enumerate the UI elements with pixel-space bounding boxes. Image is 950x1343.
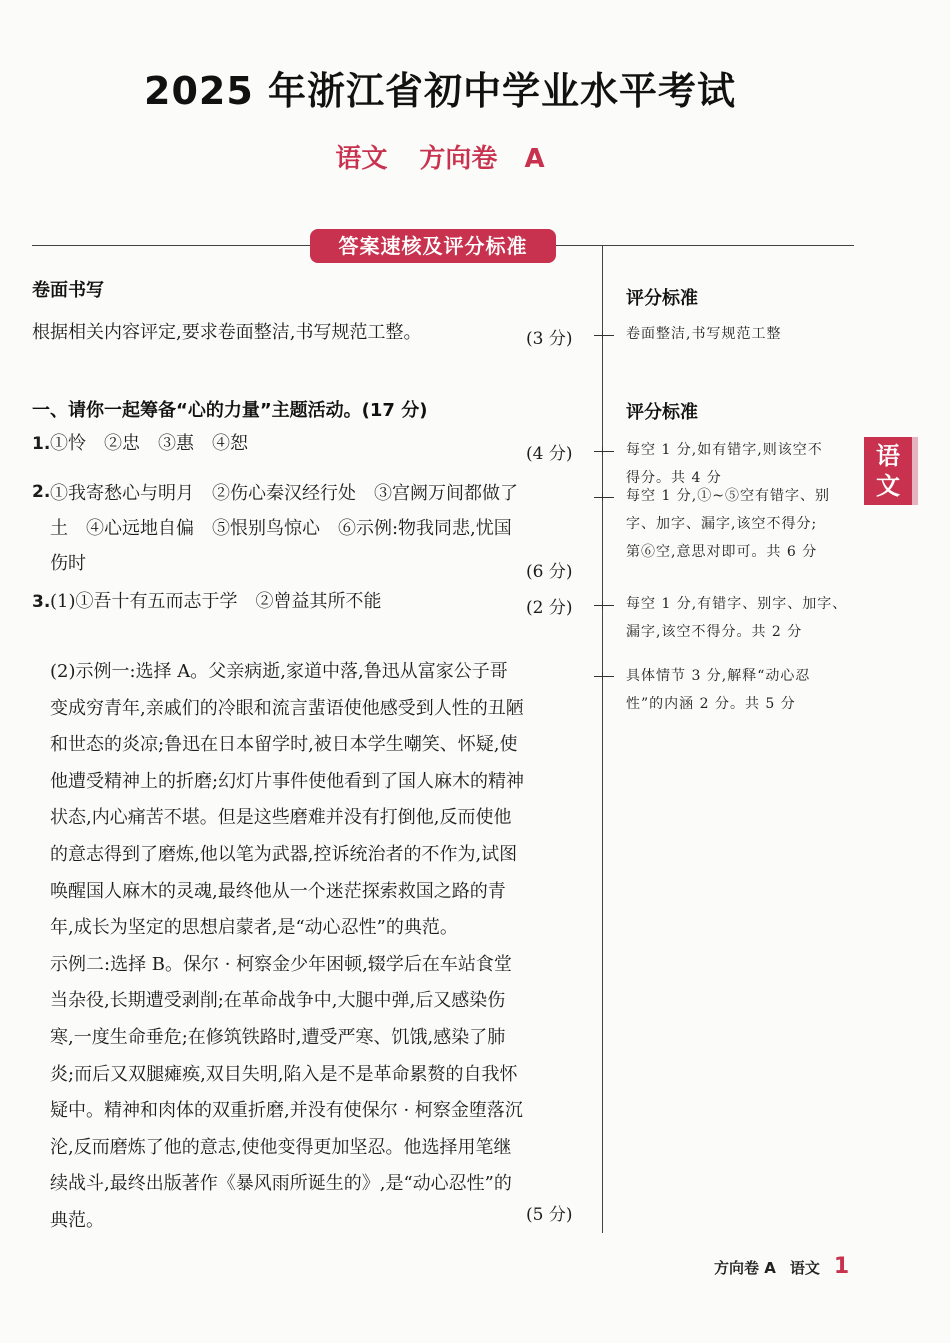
page-title: 2025 年浙江省初中学业水平考试 — [144, 69, 736, 113]
q2-score: (6 分) — [526, 562, 573, 582]
connector-tick — [602, 331, 603, 339]
q3-part2-line: 当杂役,长期遭受剥削;在革命战争中,大腿中弹,后又感染伤 — [50, 990, 506, 1012]
q3-part1-criteria-line: 每空 1 分,有错字、别字、加字、 — [626, 596, 848, 612]
q3-part2-line: 状态,内心痛苦不堪。但是这些磨难并没有打倒他,反而使他 — [50, 807, 512, 829]
q3-part2-criteria-line: 性”的内涵 2 分。共 5 分 — [626, 696, 796, 712]
connector-line — [594, 451, 614, 452]
q3-part2-line: 和世态的炎凉;鲁迅在日本留学时,被日本学生嘲笑、怀疑,使 — [50, 734, 518, 756]
q3-part2-line: (2)示例一:选择 A。父亲病逝,家道中落,鲁迅从富家公子哥 — [50, 661, 508, 682]
q1-number: 1. — [32, 434, 51, 454]
connector-line — [594, 676, 614, 677]
footer-paper: 方向卷 A — [714, 1259, 776, 1277]
q3-part2-line: 年,成长为坚定的思想启蒙者,是“动心忍性”的典范。 — [50, 917, 458, 939]
q3-part2-answer — [50, 654, 590, 1240]
footer-subject: 语文 — [789, 1259, 820, 1277]
section1-heading: 一、请你一起筹备“心的力量”主题活动。(17 分) — [32, 400, 428, 421]
page-subtitle — [0, 138, 880, 175]
q2-criteria-line: 字、加字、漏字,该空不得分; — [626, 516, 818, 532]
connector-tick — [602, 601, 603, 609]
q3-part2-score: (5 分) — [526, 1205, 573, 1225]
subject-label: 语文 — [335, 144, 388, 174]
q2-answer — [50, 476, 518, 581]
criteria-heading-2: 评分标准 — [626, 402, 698, 423]
q3-part2-line: 疑中。精神和肉体的双重折磨,并没有使保尔 · 柯察金堕落沉 — [50, 1100, 523, 1122]
q3-part2-line: 续战斗,最终出版著作《暴风雨所诞生的》,是“动心忍性”的 — [50, 1173, 512, 1195]
q3-part2-line: 的意志得到了磨炼,他以笔为武器,控诉统治者的不作为,试图 — [50, 843, 518, 865]
side-tab-edge — [912, 437, 918, 505]
q1-criteria-line: 每空 1 分,如有错字,则该空不 — [626, 442, 823, 458]
q3-part2-line: 炎;而后又双腿瘫痪,双目失明,陷入是不是革命累赘的自我怀 — [50, 1063, 518, 1085]
q2-answer-line: 伤时 — [50, 553, 86, 574]
q2-answer-line: ①我寄愁心与明月 ②伤心秦汉经行处 ③宫阙万间都做了 — [50, 483, 518, 504]
handwriting-score: (3 分) — [526, 329, 573, 349]
q2-number: 2. — [32, 482, 51, 502]
q2-criteria — [626, 482, 864, 566]
connector-line — [594, 605, 614, 606]
handwriting-text: 根据相关内容评定,要求卷面整洁,书写规范工整。 — [32, 322, 422, 343]
connector-line — [594, 497, 614, 498]
answer-banner: 答案速核及评分标准 — [310, 229, 556, 263]
side-tab-char: 语 — [876, 442, 900, 470]
paper-label: 方向卷 A — [419, 144, 545, 174]
connector-tick — [602, 672, 603, 680]
handwriting-criteria: 卷面整洁,书写规范工整 — [626, 326, 782, 342]
q1-score: (4 分) — [526, 444, 573, 464]
connector-tick — [602, 493, 603, 501]
q3-part2-line: 沦,反而磨炼了他的意志,使他变得更加坚忍。他选择用笔继 — [50, 1136, 512, 1158]
connector-line — [594, 335, 614, 336]
q3-part2-line: 唤醒国人麻木的灵魂,最终他从一个迷茫探索救国之路的青 — [50, 880, 506, 902]
q3-part2-line: 示例二:选择 B。保尔 · 柯察金少年困顿,辍学后在车站食堂 — [50, 953, 512, 975]
q3-part1-criteria — [626, 590, 864, 646]
connector-tick — [602, 447, 603, 455]
q2-answer-line: 土 ④心远地自偏 ⑤恨别鸟惊心 ⑥示例:物我同悲,忧国 — [50, 518, 512, 539]
criteria-heading-1: 评分标准 — [626, 288, 698, 309]
q3-number: 3. — [32, 592, 51, 612]
q3-part2-line: 寒,一度生命垂危;在修筑铁路时,遭受严寒、饥饿,感染了肺 — [50, 1026, 506, 1048]
q3-part2-criteria — [626, 662, 864, 718]
page-footer — [714, 1254, 849, 1279]
handwriting-heading: 卷面书写 — [32, 280, 104, 301]
column-divider — [602, 245, 603, 1233]
q3-part2-criteria-line: 具体情节 3 分,解释“动心忍 — [626, 668, 811, 684]
q3-part1-score: (2 分) — [526, 598, 573, 618]
q3-part2-line: 典范。 — [50, 1209, 104, 1231]
q2-criteria-line: 第⑥空,意思对即可。共 6 分 — [626, 544, 818, 560]
q1-criteria-line: 得分。共 4 分 — [626, 470, 722, 486]
q3-part2-line: 他遭受精神上的折磨;幻灯片事件使他看到了国人麻木的精神 — [50, 770, 525, 792]
side-tab-char: 文 — [876, 472, 900, 500]
subject-side-tab — [864, 437, 912, 505]
q3-part2-line: 变成穷青年,亲戚们的冷眼和流言蜚语使他感受到人性的丑陋 — [50, 697, 524, 719]
q3-part1-answer: (1)①吾十有五而志于学 ②曾益其所不能 — [50, 591, 382, 612]
q1-answer: ①怜 ②忠 ③惠 ④恕 — [50, 433, 248, 454]
q2-criteria-line: 每空 1 分,①~⑤空有错字、别 — [626, 488, 830, 504]
page-number: 1 — [833, 1254, 850, 1279]
q3-part1-criteria-line: 漏字,该空不得分。共 2 分 — [626, 624, 803, 640]
